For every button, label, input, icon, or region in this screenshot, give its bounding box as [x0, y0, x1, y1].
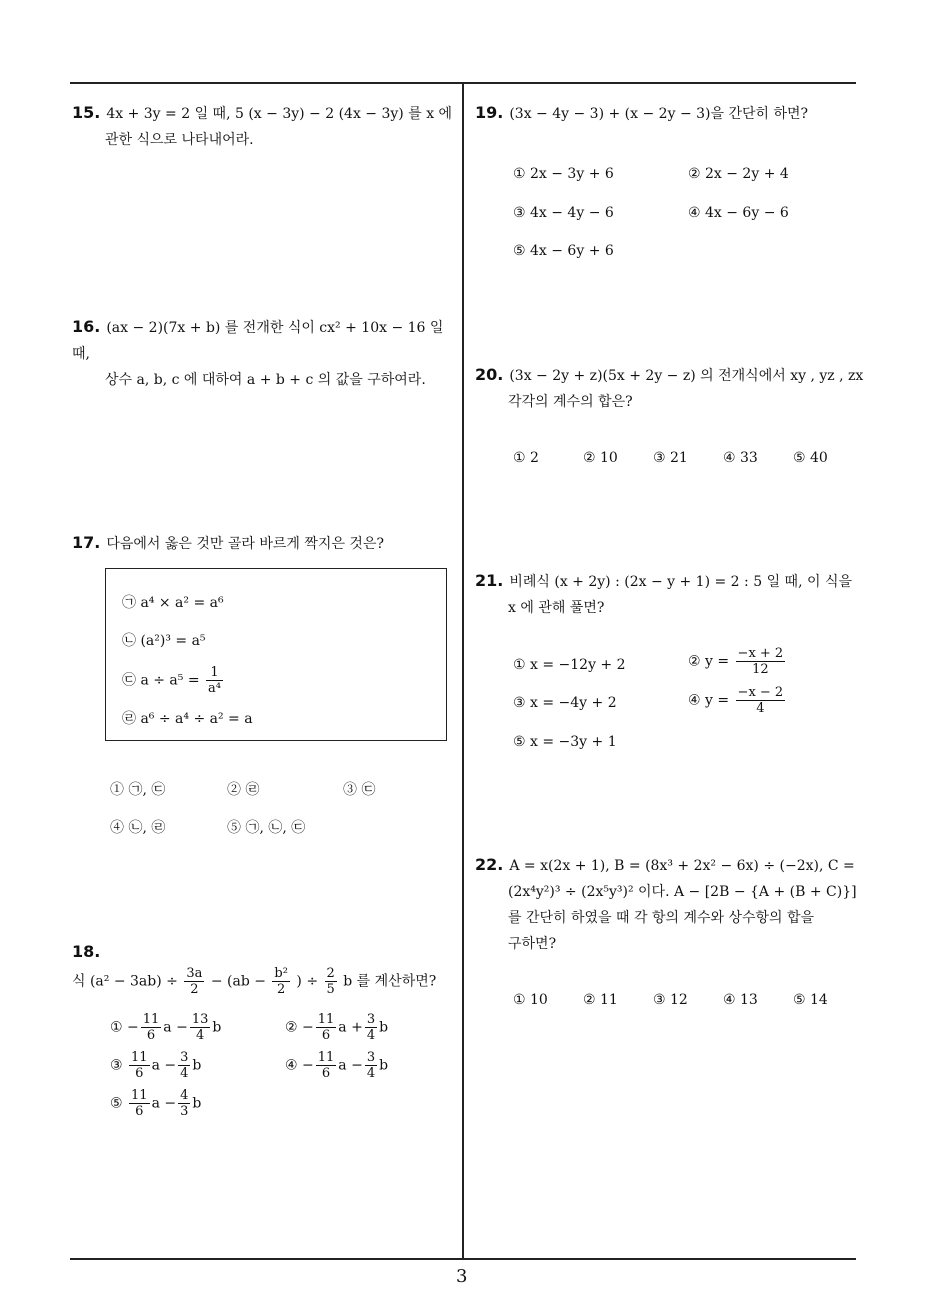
fraction [365, 1050, 377, 1081]
option-1[interactable]: ① 2x − 3y + 6 [513, 166, 614, 182]
option-1[interactable]: ① 10 [513, 992, 548, 1008]
fraction-den: 4 [180, 1066, 189, 1081]
option-3[interactable]: ③ 21 [653, 450, 688, 466]
question-text-cont: 각각의 계수의 합은? [508, 394, 633, 410]
question-text: (ax − 2)(7x + b) 를 전개한 식이 cx² + 10x − 16 일 때, [72, 320, 444, 362]
statement-2: ㉡ (a²)³ = a⁵ [122, 633, 206, 649]
option-2-text: ② y = [688, 653, 730, 670]
option-3[interactable]: ③ 4x − 4y − 6 [513, 205, 614, 221]
fraction-num: 11 [131, 1088, 148, 1103]
fraction [272, 966, 290, 997]
option-5[interactable]: ⑤ ㉠, ㉡, ㉢ [227, 820, 306, 836]
question-20 [475, 362, 865, 415]
fraction [365, 1012, 377, 1043]
question-text-cont: x 에 관해 풀면? [508, 600, 605, 616]
option-5[interactable]: ⑤ 14 [793, 992, 828, 1008]
question-number: 17. [72, 533, 101, 552]
fraction-num: 3 [180, 1050, 189, 1065]
bottom-rule [70, 1258, 856, 1260]
fraction-num: 11 [131, 1050, 148, 1065]
column-divider [462, 83, 464, 1259]
fraction-den: 2 [277, 982, 286, 997]
fraction [129, 1088, 150, 1119]
question-text: (3x − 4y − 3) + (x − 2y − 3)을 간단히 하면? [509, 106, 809, 122]
option-end: b [192, 1095, 202, 1112]
fraction-num: 3 [366, 1012, 376, 1027]
option-mark: ① [110, 1019, 123, 1036]
fraction-num: −x − 2 [737, 685, 784, 700]
option-mid: a − [338, 1057, 363, 1074]
option-1[interactable]: ① x = −12y + 2 [513, 657, 626, 673]
fraction [129, 1050, 150, 1081]
statement-4: ㉣ a⁶ ÷ a⁴ ÷ a² = a [122, 711, 253, 727]
fraction [736, 646, 786, 677]
fraction-den: 6 [321, 1066, 331, 1081]
option-mark: ② [285, 1019, 298, 1036]
option-4[interactable] [688, 685, 787, 716]
question-number: 19. [475, 103, 504, 122]
option-4[interactable]: ④ ㉡, ㉣ [110, 820, 166, 836]
option-mid: a + [338, 1019, 363, 1036]
option-3[interactable]: ③ x = −4y + 2 [513, 695, 617, 711]
q18-post: b 를 계산하면? [343, 973, 437, 990]
option-2[interactable]: ② 2x − 2y + 4 [688, 166, 789, 182]
option-mark: ④ [285, 1057, 298, 1074]
fraction-den: 4 [756, 701, 765, 716]
question-text-cont: 상수 a, b, c 에 대하여 a + b + c 의 값을 구하여라. [105, 372, 426, 388]
question-text-cont: 관한 식으로 나타내어라. [105, 132, 254, 148]
question-text: 4x + 3y = 2 일 때, 5 (x − 3y) − 2 (4x − 3y) 를 x 에 [106, 106, 453, 122]
fraction-den: 6 [135, 1104, 144, 1119]
statement-box [105, 568, 447, 741]
option-4[interactable] [285, 1050, 388, 1081]
fraction-den: 6 [321, 1028, 331, 1043]
option-mid: a − [151, 1057, 177, 1074]
question-number: 20. [475, 365, 504, 384]
question-number: 15. [72, 103, 101, 122]
question-15 [72, 100, 457, 153]
fraction-den: 12 [752, 662, 769, 677]
fraction-num: b² [274, 966, 288, 981]
question-text-cont: (2x⁴y²)³ ÷ (2x⁵y³)² 이다. A − [2B − {A + (B + C)}] [508, 884, 857, 900]
option-sign: − [127, 1019, 139, 1036]
fraction-den: 4 [366, 1066, 376, 1081]
option-5[interactable]: ⑤ x = −3y + 1 [513, 734, 617, 750]
fraction-den: 6 [146, 1028, 156, 1043]
fraction-den: 5 [326, 982, 335, 997]
question-number: 18. [72, 942, 101, 961]
option-1[interactable]: ① 2 [513, 450, 539, 466]
option-3[interactable]: ③ ㉢ [343, 782, 376, 798]
fraction-den: 4 [366, 1028, 376, 1043]
option-2[interactable] [285, 1012, 388, 1043]
option-1[interactable] [110, 1012, 221, 1043]
q18-mid1: − (ab − [210, 973, 266, 990]
option-end: b [379, 1057, 389, 1074]
q18-mid2: ) ÷ [296, 973, 319, 990]
fraction-den: 3 [180, 1104, 189, 1119]
question-text-cont: 구하면? [508, 936, 557, 952]
option-1[interactable]: ① ㉠, ㉢ [110, 782, 166, 798]
question-18 [72, 942, 457, 997]
fraction [184, 966, 204, 997]
option-4-text: ④ y = [688, 692, 730, 709]
fraction-den: a⁴ [208, 681, 221, 696]
fraction-num: 3a [186, 966, 203, 981]
fraction-num: 13 [191, 1012, 209, 1027]
question-text: A = x(2x + 1), B = (8x³ + 2x² − 6x) ÷ (−2x), C = [509, 858, 855, 874]
option-5[interactable]: ⑤ 40 [793, 450, 828, 466]
fraction-num: 1 [206, 665, 223, 681]
option-mark: ③ [110, 1057, 123, 1074]
fraction-den: 6 [135, 1066, 144, 1081]
fraction-num: −x + 2 [737, 646, 784, 661]
option-3[interactable] [110, 1050, 201, 1081]
question-text-cont: 를 간단히 하였을 때 각 항의 계수와 상수항의 합을 [508, 910, 815, 926]
question-16 [72, 314, 460, 393]
fraction-num: 2 [326, 966, 335, 981]
option-end: b [192, 1057, 202, 1074]
option-4[interactable]: ④ 13 [723, 992, 758, 1008]
fraction [206, 665, 223, 696]
question-17 [72, 530, 457, 557]
fraction-den: 2 [190, 982, 199, 997]
fraction [178, 1088, 190, 1119]
fraction-num: 3 [366, 1050, 376, 1065]
option-end: b [379, 1019, 389, 1036]
question-21 [475, 568, 865, 621]
option-mid: a − [151, 1095, 177, 1112]
fraction [190, 1012, 211, 1043]
question-text: 비례식 (x + 2y) : (2x − y + 1) = 2 : 5 일 때, 이 식을 [509, 574, 852, 590]
fraction [316, 1050, 337, 1081]
page-number: 3 [456, 1266, 468, 1287]
option-2[interactable]: ② 10 [583, 450, 618, 466]
option-2[interactable]: ② 11 [583, 992, 618, 1008]
fraction-num: 11 [317, 1012, 335, 1027]
question-number: 21. [475, 571, 504, 590]
fraction [736, 685, 786, 716]
option-mid: a − [163, 1019, 188, 1036]
option-5[interactable]: ⑤ 4x − 6y + 6 [513, 243, 614, 259]
option-mark: ⑤ [110, 1095, 123, 1112]
fraction [178, 1050, 190, 1081]
question-text: (3x − 2y + z)(5x + 2y − z) 의 전개식에서 xy , yz , zx [509, 368, 864, 384]
option-5[interactable] [110, 1088, 201, 1119]
fraction [316, 1012, 337, 1043]
option-3[interactable]: ③ 12 [653, 992, 688, 1008]
question-19 [475, 100, 860, 127]
fraction-num: 11 [317, 1050, 335, 1065]
q18-pre: 식 (a² − 3ab) ÷ [72, 973, 178, 990]
question-number: 22. [475, 855, 504, 874]
option-4[interactable]: ④ 4x − 6y − 6 [688, 205, 789, 221]
option-end: b [212, 1019, 222, 1036]
question-number: 16. [72, 317, 101, 336]
option-2[interactable] [688, 646, 787, 677]
fraction [141, 1012, 162, 1043]
fraction-num: 4 [180, 1088, 189, 1103]
option-sign: − [302, 1057, 314, 1074]
option-2[interactable]: ② ㉣ [227, 782, 260, 798]
question-text: 다음에서 옳은 것만 골라 바르게 짝지은 것은? [106, 536, 384, 552]
fraction-num: 11 [142, 1012, 160, 1027]
statement-3 [122, 665, 225, 696]
option-sign: − [302, 1019, 314, 1036]
question-22 [475, 852, 870, 957]
fraction-den: 4 [195, 1028, 205, 1043]
option-4[interactable]: ④ 33 [723, 450, 758, 466]
fraction [325, 966, 337, 997]
statement-3-text: ㉢ a ÷ a⁵ = [122, 672, 200, 689]
statement-1: ㉠ a⁴ × a² = a⁶ [122, 595, 224, 611]
